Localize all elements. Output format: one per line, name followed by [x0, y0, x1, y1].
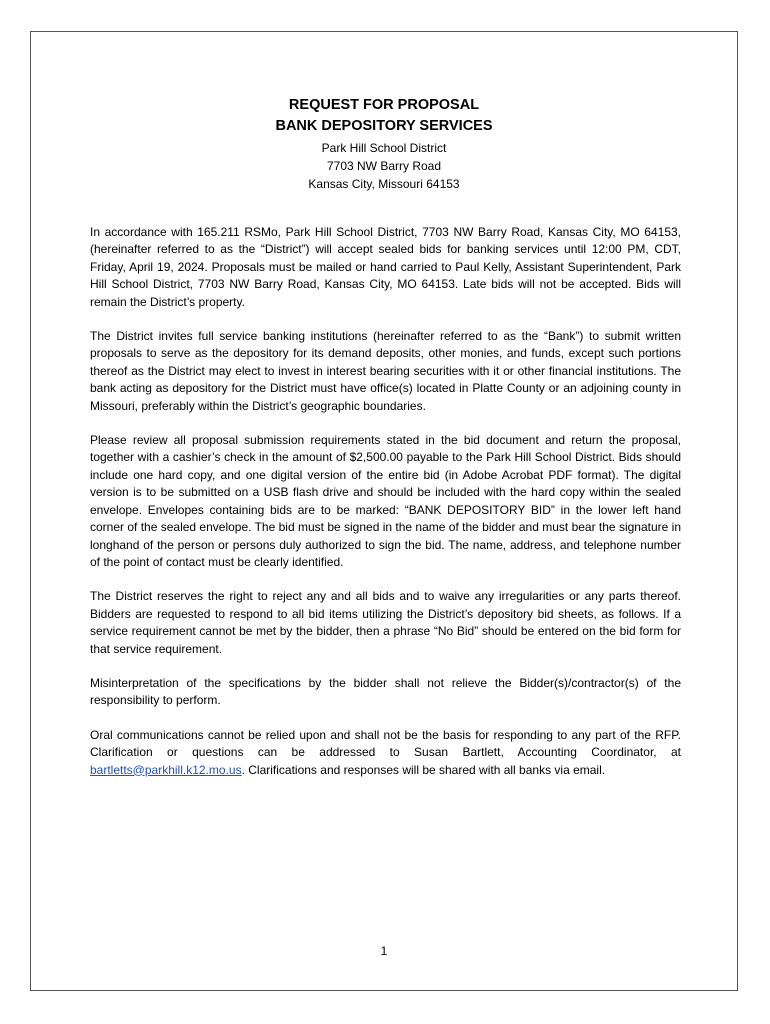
paragraph-reservation-of-rights: The District reserves the right to reject any and all bids and to waive any irregularities or any parts thereof. Bidders are requested to respond to all bid items utilizing the District’s depository bid sheets, as follows. If a service requirement cannot be met by the bidder, then a phrase “No Bid” should be entered on the bid form for that service requirement. — [90, 589, 681, 656]
title-line-1: REQUEST FOR PROPOSAL — [288, 97, 480, 113]
document-body — [90, 224, 681, 796]
address-block — [30, 139, 738, 193]
district-name: Park Hill School District — [321, 141, 447, 155]
communications-text: Oral communications cannot be relied upon and shall not be the basis for responding to any part of the RFP. Clarification or questions can be addressed to Susan Bartlett, Accounting Coordinator, at — [90, 727, 681, 760]
city-state-zip: Kansas City, Missouri 64153 — [308, 177, 460, 191]
title-line-2: BANK DEPOSITORY SERVICES — [275, 118, 493, 134]
communications-text-end: . Clarifications and responses will be shared with all banks via email. — [241, 762, 606, 777]
document-header — [30, 95, 738, 193]
paragraph-submission-requirements: Please review all proposal submission requirements stated in the bid document and return the proposal, together with a cashier’s check in the amount of $2,500.00 payable to the Park Hill School District. Bids should include one hard copy, and one digital version of the entire bid (in Adobe Acrobat PDF format). The digital version is to be submitted on a USB flash drive and should be included with the hard copy within the sealed envelope. Envelopes containing bids are to be marked: “BANK DEPOSITORY BID” in the lower left hand corner of the sealed envelope. The bid must be signed in the name of the bidder and must bear the signature in longhand of the person or persons duly authorized to sign the bid. The name, address, and telephone number of the point of contact must be clearly identified. — [90, 433, 681, 569]
paragraph-invitation: The District invites full service banking institutions (hereinafter referred to as the “Bank”) to submit written proposals to serve as the depository for its demand deposits, other monies, and funds, except such portions thereof as the District may elect to invest in interest bearing securities with it or other financial institutions. The bank acting as depository for the District must have office(s) located in Platte County or an adjoining county in Missouri, preferably within the District’s geographic boundaries. — [90, 329, 681, 413]
street-address: 7703 NW Barry Road — [326, 159, 442, 173]
paragraph-communications — [90, 727, 681, 779]
paragraph-misinterpretation: Misinterpretation of the specifications by the bidder shall not relieve the Bidder(s)/contractor(s) of the responsibility to perform. — [90, 675, 681, 708]
contact-email-link[interactable]: bartletts@parkhill.k12.mo.us — [90, 762, 242, 777]
paragraph-bid-deadline: In accordance with 165.211 RSMo, Park Hill School District, 7703 NW Barry Road, Kansas City, MO 64153, (hereinafter referred to as the “District”) will accept sealed bids for banking services until 12:00 PM, CDT, Friday, April 19, 2024. Proposals must be mailed or hand carried to Paul Kelly, Assistant Superintendent, Park Hill School District, 7703 NW Barry Road, Kansas City, MO 64153. Late bids will not be accepted. Bids will remain the District’s property. — [90, 225, 681, 309]
page-number: 1 — [380, 944, 388, 958]
